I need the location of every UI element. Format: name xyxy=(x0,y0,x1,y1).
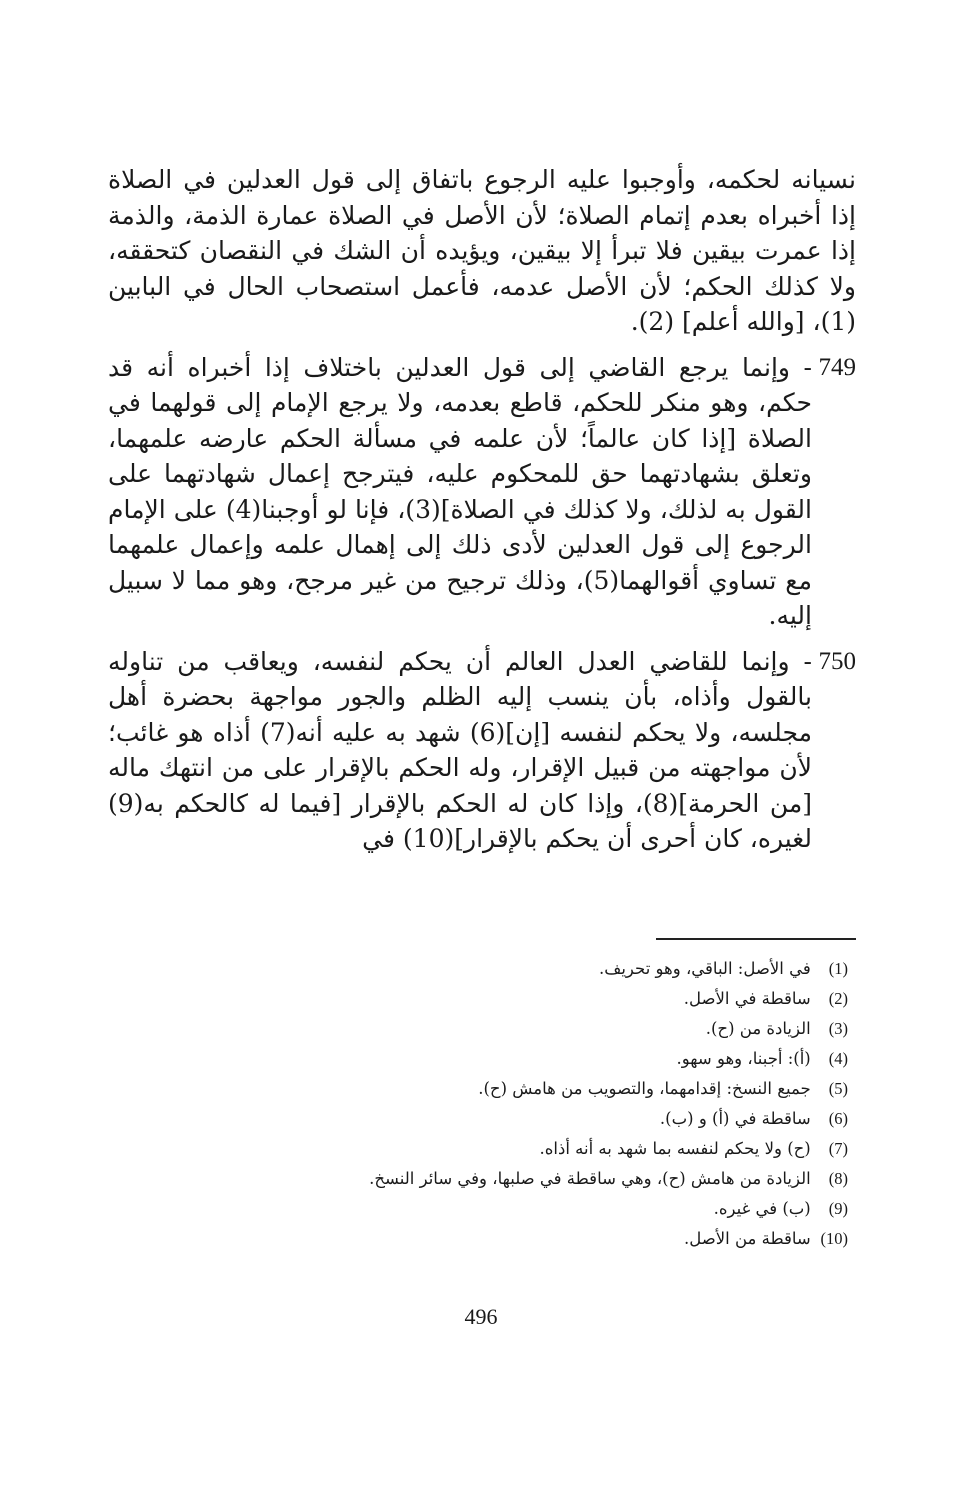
footnote xyxy=(200,1044,848,1074)
footnote-text: الزيادة من هامش (ح)، وهي ساقطة في صلبها، وفي سائر النسخ. xyxy=(369,1169,811,1188)
page-number: 496 xyxy=(464,1304,498,1329)
footnote-number: (10) xyxy=(820,1229,848,1248)
paragraph-text: - وإنما يرجع القاضي إلى قول العدلين باختلاف إذا أخبراه أنه قد حكم، وهو منكر للحكم، قاطع بعدمه، ولا يرجع الإمام إلى قولهما في الصلاة [إذا كان عالماً؛ لأن علمه في مسألة الحكم عارضه علمهما، وتعلق بشهادتهما حق للمحكوم عليه، فيترجح إعمال شهادتهما على القول به لذلك، ولا كذلك في الصلاة](3)، فإنا لو أوجبنا(4) على الإمام الرجوع إلى قول العدلين لأدى ذلك إلى إهمال علمه وإعمال علمهما مع تساوي أقوالهما(5)، وذلك ترجيح من غير مرجح، وهو مما لا سبيل إليه. xyxy=(108,352,812,630)
footnote xyxy=(200,1104,848,1134)
footnote-number: (9) xyxy=(828,1199,848,1218)
footnote-text: الزيادة من (ح). xyxy=(705,1019,811,1038)
footnote xyxy=(200,1074,848,1104)
footnote-text: في الأصل: الباقي، وهو تحريف. xyxy=(599,959,811,978)
paragraph-text: - وإنما للقاضي العدل العالم أن يحكم لنفسه، ويعاقب من تناوله بالقول وأذاه، بأن ينسب إليه الظلم والجور مواجهة بحضرة أهل مجلسه، ولا يحكم لنفسه [إن](6) شهد به عليه أنه(7) أذاه هو غائب؛ لأن مواجهته من قبيل الإقرار، وله الحكم بالإقرار على من انتهك ماله [من الحرمة](8)، وإذا كان له الحكم بالإقرار [فيما له كالحكم به(9) لغيره، كان أحرى أن يحكم بالإقرار](10) في xyxy=(108,646,812,853)
footnote xyxy=(200,954,848,984)
footnote xyxy=(200,1164,848,1194)
main-text xyxy=(108,162,856,867)
footnote-number: (8) xyxy=(828,1169,848,1188)
footnote-number: (7) xyxy=(828,1139,848,1158)
footnote-number: (2) xyxy=(828,989,848,1008)
footnote-text: (ح) ولا يحكم لنفسه بما شهد به أنه أذاه. xyxy=(539,1139,811,1158)
paragraph-number: 750 xyxy=(818,647,856,675)
paragraph-text: نسيانه لحكمه، وأوجبوا عليه الرجوع باتفاق إلى قول العدلين في الصلاة إذا أخبراه بعدم إتمام الصلاة؛ لأن الأصل في الصلاة عمارة الذمة، والذمة إذا عمرت بيقين فلا تبرأ إلا بيقين، ويؤيده أن الشك في النقصان كتحققه، ولا كذلك الحكم؛ لأن الأصل عدمه، فأعمل استصحاب الحال في البابين (1)، [والله أعلم] (2). xyxy=(108,165,856,336)
footnote xyxy=(200,1224,848,1254)
footnotes xyxy=(200,954,848,1254)
footnote-text: (أ): أجبنا، وهو سهو. xyxy=(676,1049,811,1068)
footnote-number: (5) xyxy=(828,1079,848,1098)
footnote-number: (4) xyxy=(828,1049,848,1068)
footnote xyxy=(200,1134,848,1164)
footnote-text: ساقطة في الأصل. xyxy=(683,989,811,1008)
footnote-text: (ب) في غيره. xyxy=(713,1199,811,1218)
footnote xyxy=(200,1194,848,1224)
numbered-paragraph-749 xyxy=(108,350,856,634)
footnote-separator xyxy=(656,938,856,940)
numbered-paragraph-750 xyxy=(108,644,856,857)
footnote xyxy=(200,1014,848,1044)
footnote xyxy=(200,984,848,1014)
footnote-number: (1) xyxy=(828,959,848,978)
footnote-text: ساقطة في (أ) و (ب). xyxy=(659,1109,811,1128)
footnote-number: (3) xyxy=(828,1019,848,1038)
footnote-text: ساقطة من الأصل. xyxy=(683,1229,811,1248)
footnote-number: (6) xyxy=(828,1109,848,1128)
paragraph-number: 749 xyxy=(818,353,856,381)
paragraph-continuation xyxy=(108,162,856,340)
footnote-text: جميع النسخ: إقدامهما، والتصويب من هامش (ح). xyxy=(478,1079,811,1098)
